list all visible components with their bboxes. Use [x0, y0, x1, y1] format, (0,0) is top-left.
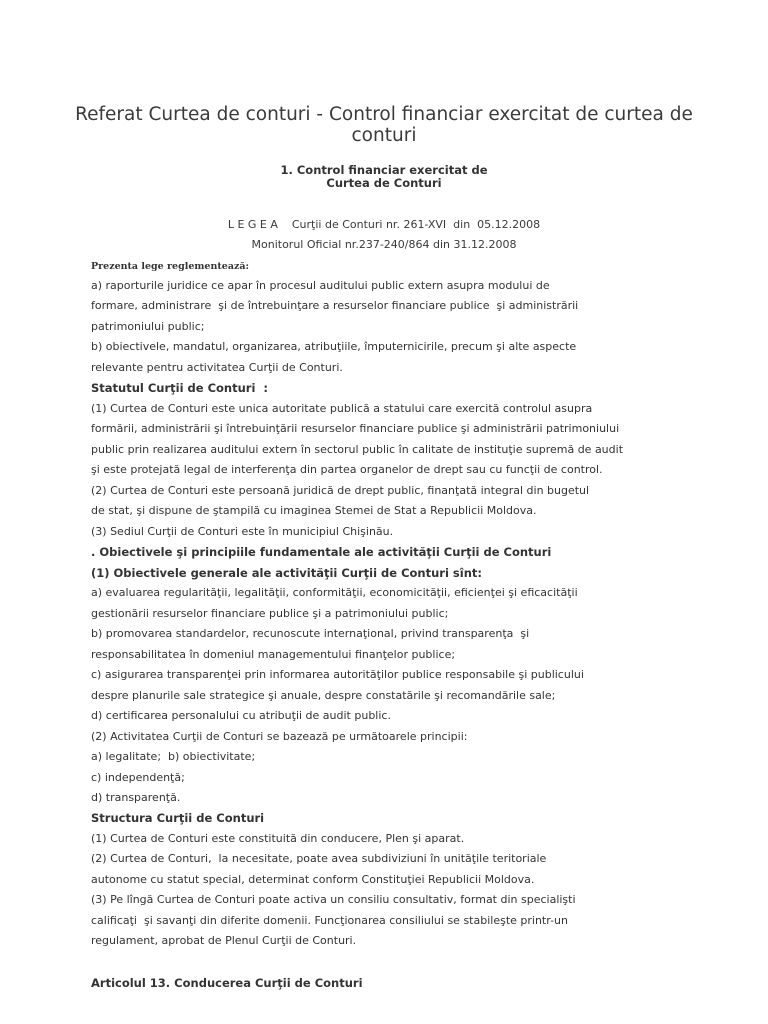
- body-line: patrimoniului public;: [91, 320, 205, 333]
- body-line: calificaţi şi savanţi din diferite domenii. Funcţionarea consiliului se stabileşte printr-un: [91, 914, 568, 927]
- subheading-obiective-generale: (1) Obiectivele generale ale activităţii Curţii de Conturi sînt:: [91, 566, 482, 580]
- body-line: (2) Curtea de Conturi este persoană juridică de drept public, finanţată integral din bugetul: [91, 484, 590, 497]
- section-heading: [180, 164, 588, 190]
- body-line: formare, administrare şi de întrebuinţare a resurselor financiare publice şi administrării: [91, 299, 579, 312]
- body-line: (2) Activitatea Curţii de Conturi se bazează pe următoarele principii:: [91, 730, 468, 743]
- body-line: public prin realizarea auditului extern în sectorul public în calitate de instituţie supremă de audit: [91, 443, 624, 456]
- subheading-statut: Statutul Curţii de Conturi :: [91, 381, 269, 395]
- body-line: gestionării resurselor financiare publice şi a patrimoniului public;: [91, 607, 449, 620]
- section-heading-line-2: Curtea de Conturi: [326, 176, 442, 190]
- article-heading: Articolul 13. Conducerea Curţii de Conturi: [91, 976, 363, 990]
- body-line: de stat, şi dispune de ştampilă cu imaginea Stemei de Stat a Republicii Moldova.: [91, 504, 537, 517]
- body-line: b) obiectivele, mandatul, organizarea, atribuţiile, împuternicirile, precum şi alte aspecte: [91, 340, 577, 353]
- body-line: d) certificarea personalului cu atribuţii de audit public.: [91, 709, 391, 722]
- body-line: a) legalitate; b) obiectivitate;: [91, 750, 256, 763]
- law-reference: L E G E A Curţii de Conturi nr. 261-XVI din 05.12.2008: [227, 218, 541, 231]
- body-line: a) evaluarea regularităţii, legalităţii, conformităţii, economicităţii, eficienţei şi eficacităţii: [91, 586, 578, 599]
- body-line: c) asigurarea transparenţei prin informarea autorităţilor publice responsabile şi publicului: [91, 668, 584, 681]
- body-line: b) promovarea standardelor, recunoscute internaţional, privind transparenţa şi: [91, 627, 530, 640]
- body-line: relevante pentru activitatea Curţii de Conturi.: [91, 361, 343, 374]
- body-line: (3) Pe lîngă Curtea de Conturi poate activa un consiliu consultativ, format din specialişti: [91, 893, 576, 906]
- subheading-obiective: . Obiectivele şi principiile fundamentale ale activităţii Curţii de Conturi: [91, 545, 552, 559]
- body-line: formării, administrării şi întrebuinţării resurselor financiare publice şi administrării patrimoniului: [91, 422, 620, 435]
- official-monitor-reference: Monitorul Oficial nr.237-240/864 din 31.12.2008: [251, 238, 517, 251]
- document-title: Referat Curtea de conturi - Control financiar exercitat de curtea de conturi: [75, 104, 693, 146]
- section-heading-line-1: 1. Control financiar exercitat de: [280, 163, 488, 177]
- body-line: (1) Curtea de Conturi este unica autoritate publică a statului care exercită controlul asupra: [91, 402, 593, 415]
- body-line: c) independenţă;: [91, 771, 185, 784]
- body-line: şi este protejată legal de interferenţa din partea organelor de drept sau cu funcţii de control.: [91, 463, 603, 476]
- body-line: a) raporturile juridice ce apar în procesul auditului public extern asupra modului de: [91, 279, 550, 292]
- body-line: responsabilitatea în domeniul managementului finanţelor publice;: [91, 648, 456, 661]
- body-line: despre planurile sale strategice şi anuale, despre constatările şi recomandările sale;: [91, 689, 556, 702]
- body-line: d) transparenţă.: [91, 791, 181, 804]
- body-line: (3) Sediul Curţii de Conturi este în municipiul Chişinău.: [91, 525, 394, 538]
- intro-heading: Prezenta lege reglementează:: [91, 261, 250, 272]
- body-line: (1) Curtea de Conturi este constituită din conducere, Plen şi aparat.: [91, 832, 465, 845]
- body-line: regulament, aprobat de Plenul Curţii de Conturi.: [91, 934, 357, 947]
- body-line: (2) Curtea de Conturi, la necesitate, poate avea subdiviziuni în unităţile teritoriale: [91, 852, 547, 865]
- subheading-structura: Structura Curţii de Conturi: [91, 811, 265, 825]
- body-line: autonome cu statut special, determinat conform Constituţiei Republicii Moldova.: [91, 873, 535, 886]
